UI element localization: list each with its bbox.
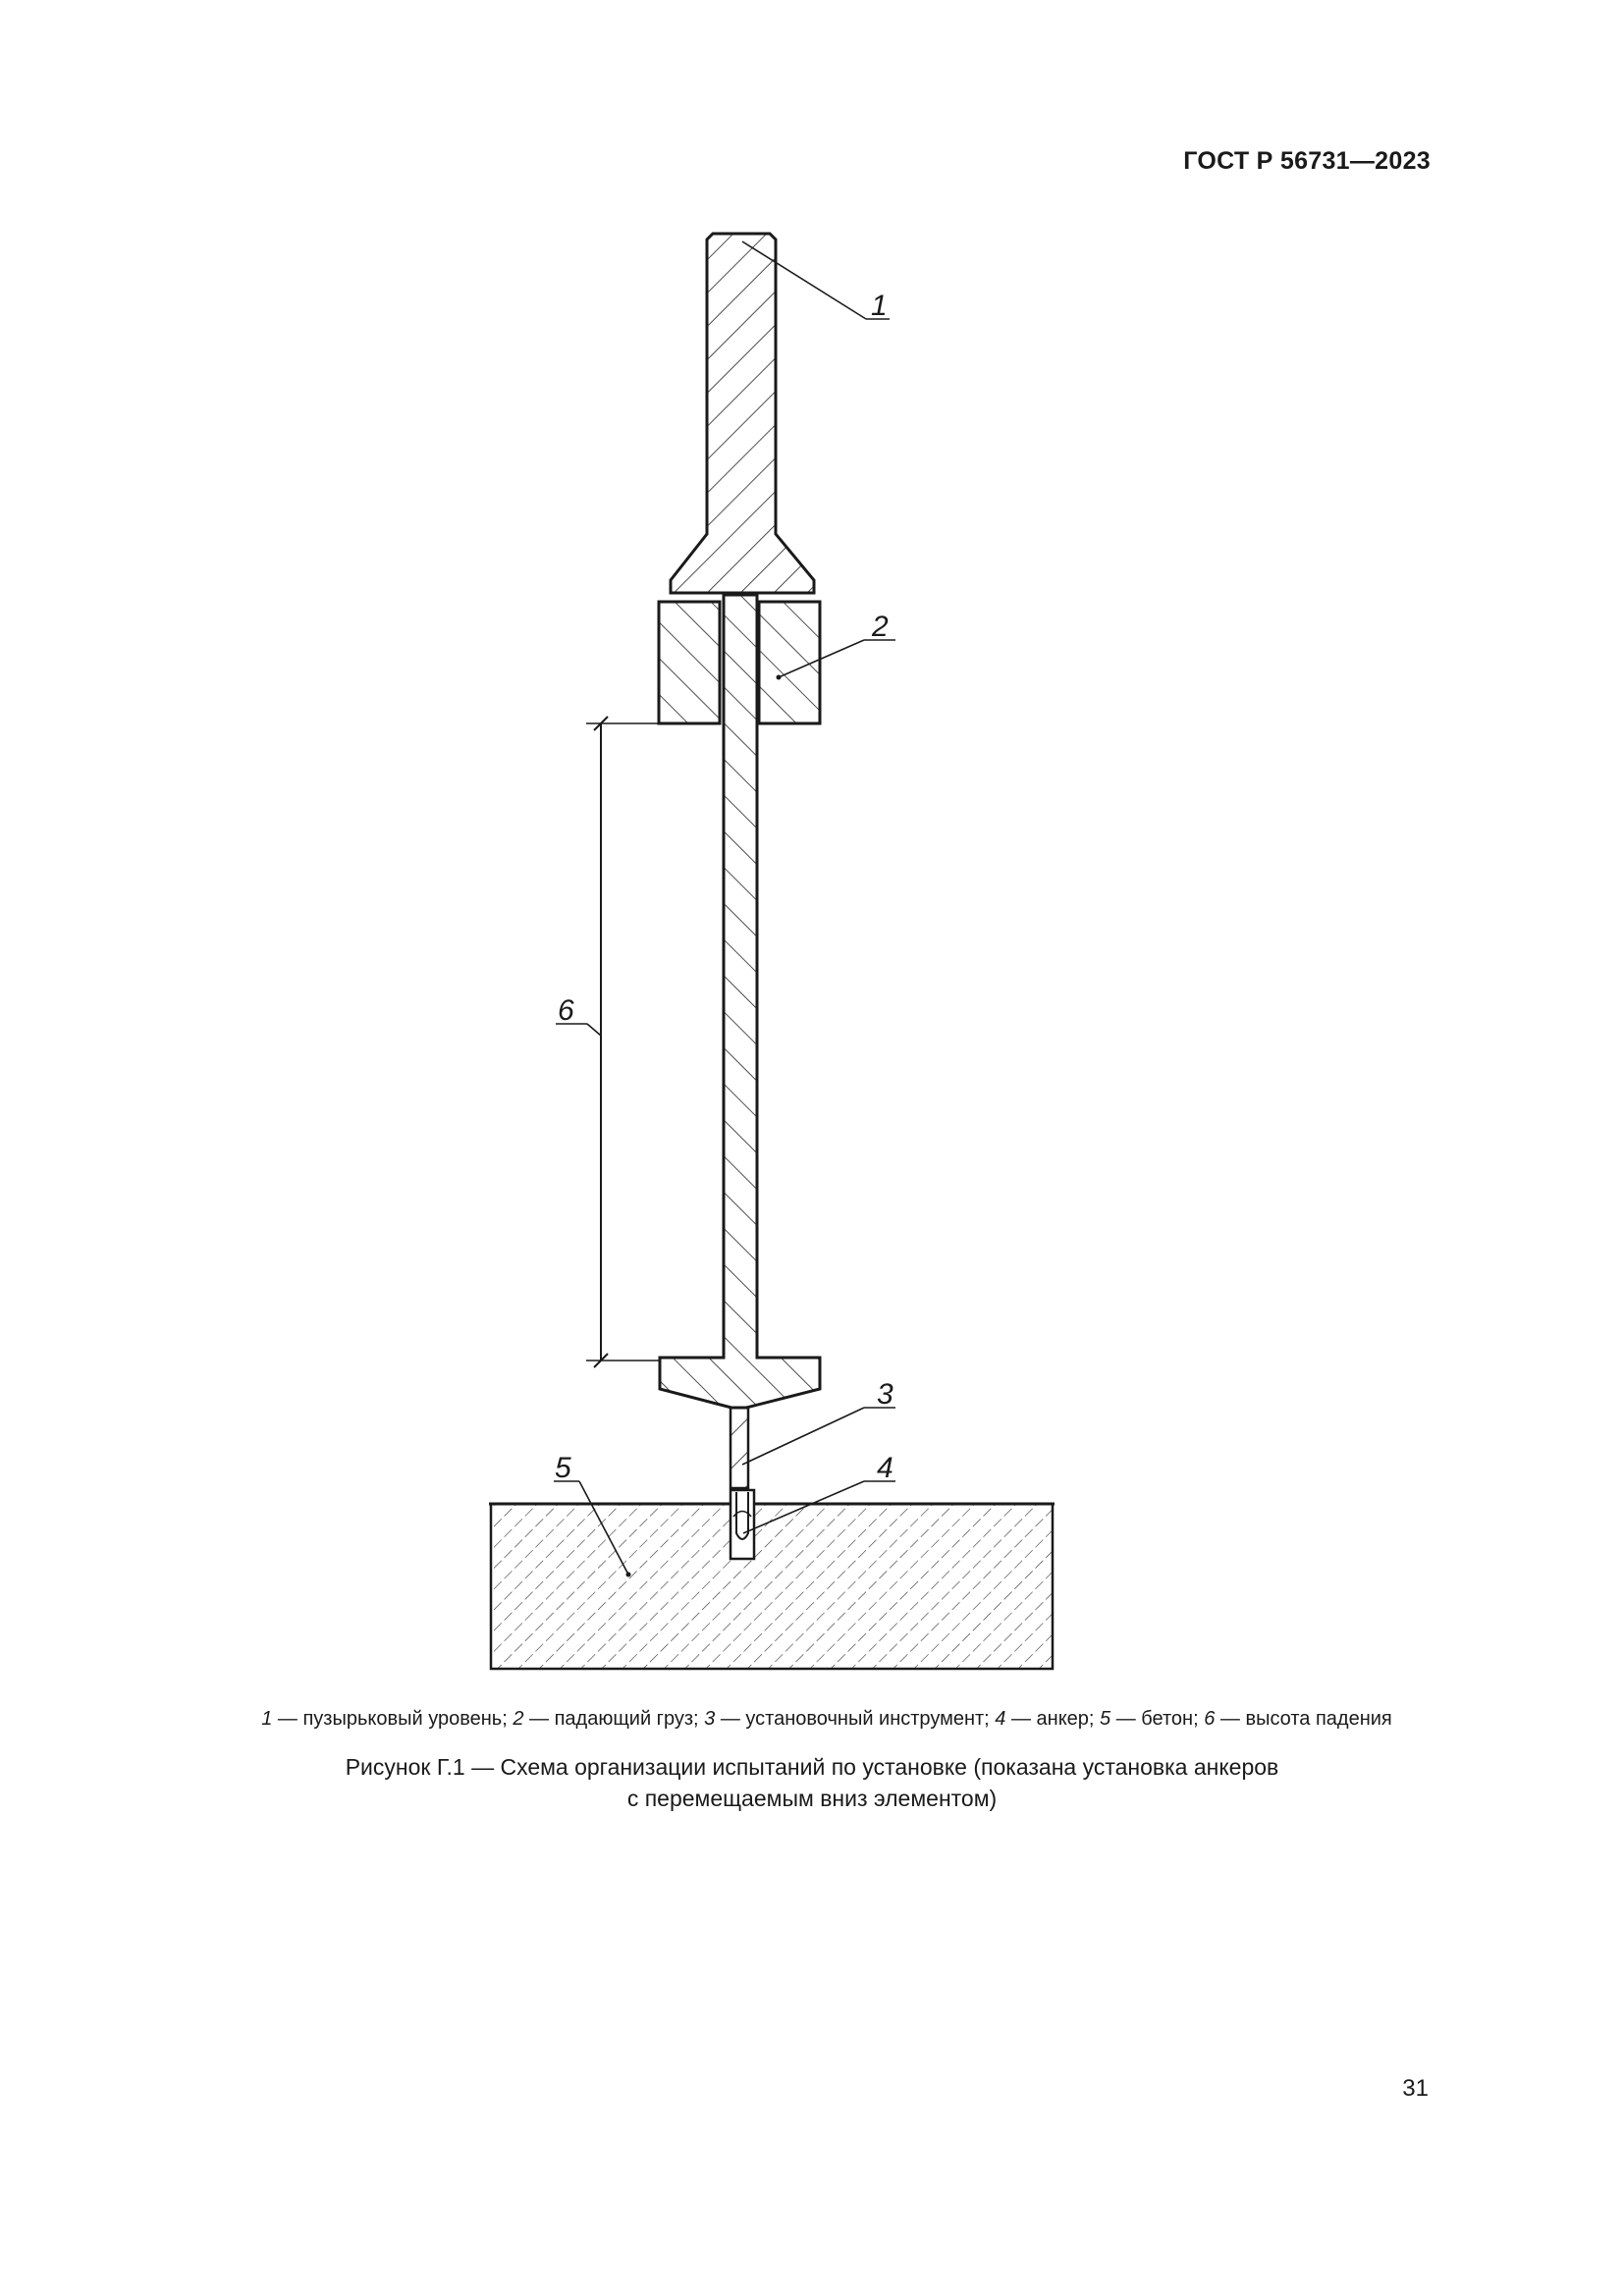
callout-6: 6 bbox=[558, 994, 574, 1027]
legend-num: 4 bbox=[995, 1708, 1006, 1730]
anchor bbox=[731, 1490, 754, 1559]
legend-text: — бетон; bbox=[1110, 1708, 1205, 1730]
legend-text: — пузырьковый уровень; bbox=[272, 1708, 514, 1730]
callout-3: 3 bbox=[877, 1378, 893, 1411]
legend-text: — анкер; bbox=[1005, 1708, 1101, 1730]
figure-caption bbox=[0, 1751, 1624, 1814]
legend-num: 1 bbox=[261, 1708, 273, 1730]
legend-num: 2 bbox=[513, 1708, 524, 1730]
caption-line-2: с перемещаемым вниз элементом) bbox=[626, 1786, 998, 1811]
document-header: ГОСТ Р 56731—2023 bbox=[1183, 147, 1431, 175]
concrete-block bbox=[489, 1504, 1055, 1669]
drop-height-dimension bbox=[586, 717, 720, 1367]
legend-text: — установочный инструмент; bbox=[715, 1708, 996, 1730]
legend-num: 5 bbox=[1100, 1708, 1111, 1730]
figure-legend bbox=[0, 1708, 1624, 1731]
page-number: 31 bbox=[1402, 2075, 1429, 2102]
callout-5: 5 bbox=[555, 1452, 571, 1484]
legend-num: 6 bbox=[1204, 1708, 1216, 1730]
legend-text: — высота падения bbox=[1215, 1708, 1392, 1730]
bubble-level bbox=[671, 234, 814, 593]
callout-2: 2 bbox=[872, 611, 889, 643]
callout-4: 4 bbox=[877, 1452, 893, 1484]
legend-num: 3 bbox=[704, 1708, 716, 1730]
setting-tool bbox=[731, 1408, 748, 1488]
legend-text: — падающий груз; bbox=[523, 1708, 705, 1730]
callout-1: 1 bbox=[871, 290, 888, 322]
caption-line-1: Рисунок Г.1 — Схема организации испытаний по установке (показана установка анкеров bbox=[345, 1754, 1279, 1780]
